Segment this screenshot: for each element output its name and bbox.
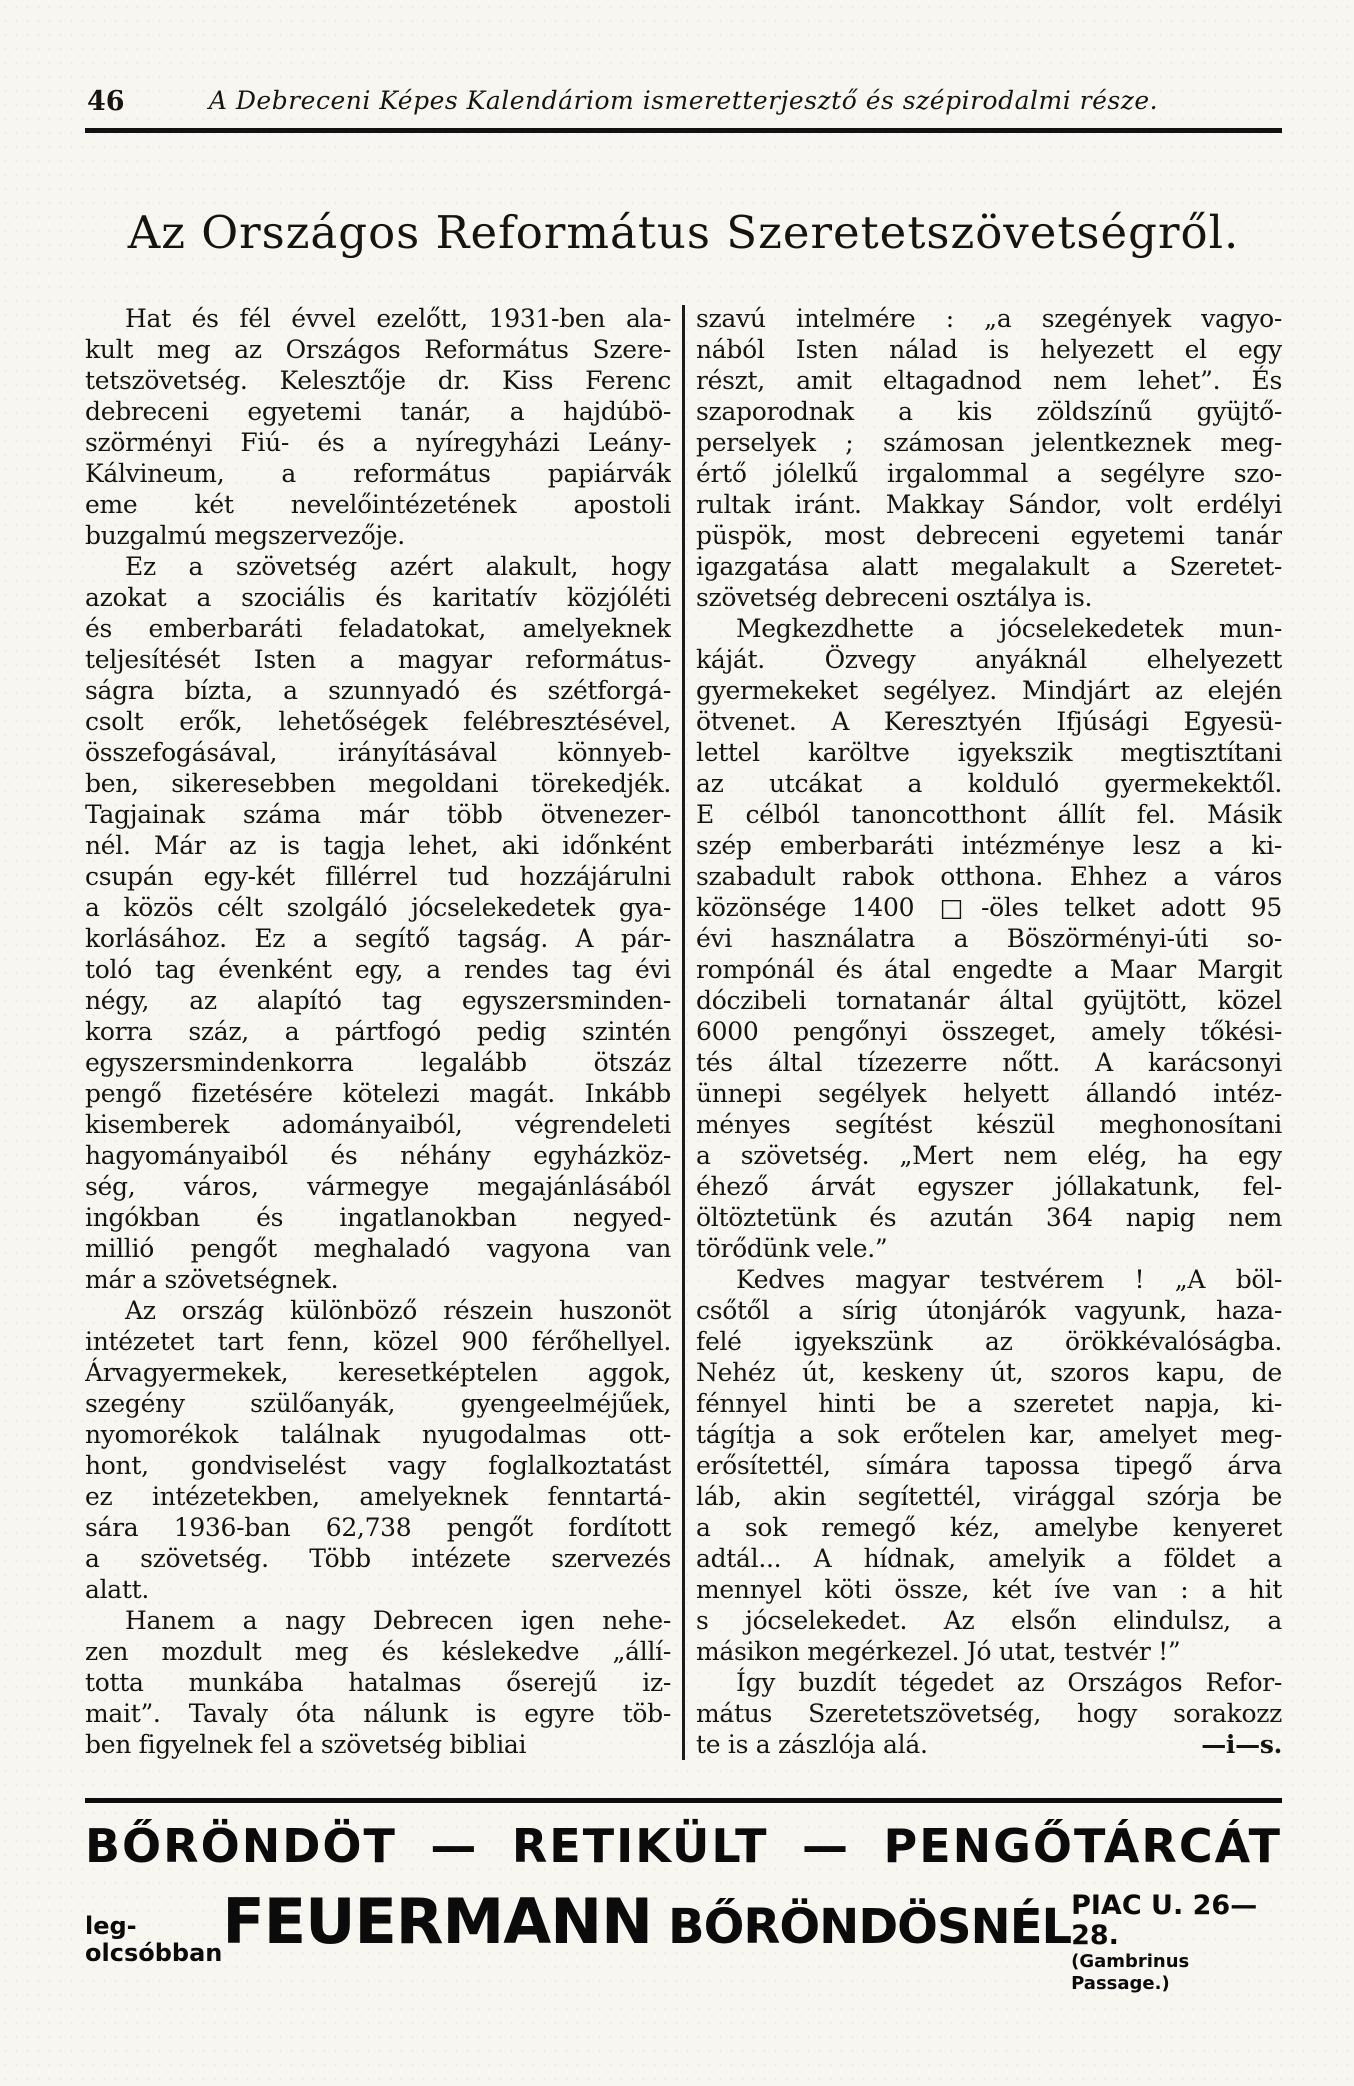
text-line: Kálvineum, a református papiárvák bbox=[85, 459, 671, 488]
author-signature: —i—s. bbox=[1201, 1730, 1282, 1759]
ad-cheapest-line-2: olcsóbban bbox=[85, 1939, 223, 1967]
text-line: Hat és fél évvel ezelőtt, 1931-ben ala- bbox=[125, 304, 671, 333]
text-line-fragment: te is a zászlója alá. bbox=[696, 1730, 928, 1759]
text-line: ség, város, vármegye megajánlásából bbox=[85, 1172, 671, 1201]
text-line: csolt erők, lehetőségek felébresztésével, bbox=[85, 707, 671, 736]
ad-top-rule bbox=[85, 1798, 1282, 1803]
ad-address bbox=[1071, 1885, 1282, 1995]
text-line: erősítettél, símára tapossa tipegő árva bbox=[696, 1451, 1282, 1480]
text-line: mait”. Tavaly óta nálunk is egyre töb- bbox=[85, 1699, 671, 1728]
text-line: már a szövetségnek. bbox=[85, 1265, 339, 1294]
text-line: ményes segítést készül meghonosítani bbox=[696, 1110, 1282, 1139]
ad-headline: BŐRÖNDÖT — RETIKÜLT — PENGŐTÁRCÁT bbox=[85, 1819, 1282, 1873]
text-line: mennyel köti össze, két íve van : a hit bbox=[696, 1575, 1282, 1604]
text-line: hont, gondviselést vagy foglalkoztatást bbox=[85, 1451, 671, 1480]
text-line: kult meg az Országos Református Szere- bbox=[85, 335, 671, 364]
text-line: buzgalmú megszervezője. bbox=[85, 521, 405, 550]
text-line: ez intézetekben, amelyeknek fenntartá- bbox=[85, 1482, 671, 1511]
text-line: lettel karöltve igyekszik megtisztítani bbox=[696, 738, 1282, 767]
text-line: négy, az alapító tag egyszersminden- bbox=[85, 986, 671, 1015]
text-line: értő jólelkű irgalommal a segélyre szo- bbox=[696, 459, 1282, 488]
ad-brand bbox=[222, 1885, 1071, 1958]
text-line: E célból tanoncotthont állít fel. Másik bbox=[696, 800, 1282, 829]
text-line: szabadult rabok otthona. Ehhez a város bbox=[696, 862, 1282, 891]
text-line: a szövetség. „Mert nem elég, ha egy bbox=[696, 1141, 1282, 1170]
text-line: törődünk vele.” bbox=[696, 1234, 888, 1263]
text-line: nyomorékok találnak nyugodalmas ott- bbox=[85, 1420, 671, 1449]
text-line: intézetet tart fenn, közel 900 férőhellyel. bbox=[85, 1327, 671, 1356]
article-title: Az Országos Református Szeretetszövetségről. bbox=[127, 206, 1240, 259]
text-line: püspök, most debreceni egyetemi tanár bbox=[696, 521, 1282, 550]
text-line: gyermekeket segélyez. Mindjárt az elején bbox=[696, 676, 1282, 705]
text-line: tetszövetség. Kelesztője dr. Kiss Ferenc bbox=[85, 366, 671, 395]
text-line: láb, akin segítettél, virággal szórja be bbox=[696, 1482, 1282, 1511]
text-line: nél. Már az is tagja lehet, aki időnként bbox=[85, 831, 671, 860]
text-line: perselyek ; számosan jelentkeznek meg- bbox=[696, 428, 1282, 457]
left-column bbox=[85, 303, 671, 1760]
text-line: pengő fizetésére kötelezi magát. Inkább bbox=[85, 1079, 671, 1108]
text-line: hagyományaiból és néhány egyházköz- bbox=[85, 1141, 671, 1170]
text-line: mátus Szeretetszövetség, hogy sorakozz bbox=[696, 1699, 1282, 1728]
text-line: ingókban és ingatlanokban negyed- bbox=[85, 1203, 671, 1232]
text-line: totta munkába hatalmas őserejű iz- bbox=[85, 1668, 671, 1697]
text-line: Tagjainak száma már több ötvenezer- bbox=[85, 800, 671, 829]
text-line: szavú intelmére : „a szegények vagyo- bbox=[696, 304, 1282, 333]
ad-cheapest-label bbox=[85, 1885, 222, 1967]
text-line: Megkezdhette a jócselekedetek mun- bbox=[736, 614, 1282, 643]
text-line: egyszersmindenkorra legalább ötszáz bbox=[85, 1048, 671, 1077]
ad-brand-type: BŐRÖNDÖSNÉL bbox=[668, 1899, 1072, 1955]
text-line: eme két nevelőintézetének apostoli bbox=[85, 490, 671, 519]
text-line: kisemberek adományaiból, végrendeleti bbox=[85, 1110, 671, 1139]
text-line: Így buzdít tégedet az Országos Refor- bbox=[736, 1668, 1282, 1697]
text-line: ben, sikeresebben megoldani törekedjék. bbox=[85, 769, 671, 798]
text-line: Kedves magyar testvérem ! „A böl- bbox=[736, 1265, 1282, 1294]
text-line: tés által tízezerre nőtt. A karácsonyi bbox=[696, 1048, 1282, 1077]
text-line: korlásához. Ez a segítő tagság. A pár- bbox=[85, 924, 671, 953]
text-line: fénnyel hinti be a szeretet napja, ki- bbox=[696, 1389, 1282, 1418]
text-line: debreceni egyetemi tanár, a hajdúbö- bbox=[85, 397, 671, 426]
scanned-page bbox=[0, 86, 1354, 1995]
text-line: azokat a szociális és karitatív közjóléti bbox=[85, 583, 671, 612]
right-column bbox=[696, 303, 1282, 1760]
ad-main-row bbox=[85, 1885, 1282, 1995]
page-number: 46 bbox=[87, 86, 125, 117]
text-line: alatt. bbox=[85, 1575, 150, 1604]
text-line: ötvenet. A Keresztyén Ifjúsági Egyesü- bbox=[696, 707, 1282, 736]
text-line: millió pengőt meghaladó vagyona van bbox=[85, 1234, 671, 1263]
text-line: részt, amit eltagadnod nem lehet”. És bbox=[696, 366, 1282, 395]
text-line: szegény szülőanyák, gyengeelméjűek, bbox=[85, 1389, 671, 1418]
text-line: ben figyelnek fel a szövetség bibliai bbox=[85, 1730, 527, 1759]
text-line: teljesítését Isten a magyar református- bbox=[85, 645, 671, 674]
text-line: Árvagyermekek, keresetképtelen aggok, bbox=[85, 1358, 671, 1387]
text-line: rompónál és átal engedte a Maar Margit bbox=[696, 955, 1282, 984]
text-line: s jócselekedet. Az elsőn elindulsz, a bbox=[696, 1606, 1282, 1635]
text-line: toló tag évenként egy, a rendes tag évi bbox=[85, 955, 671, 984]
text-line: Nehéz út, keskeny út, szoros kapu, de bbox=[696, 1358, 1282, 1387]
text-line: szép emberbaráti intézménye lesz a ki- bbox=[696, 831, 1282, 860]
text-line: évi használatra a Böszörményi-úti so- bbox=[696, 924, 1282, 953]
text-line: ünnepi segélyek helyett állandó intéz- bbox=[696, 1079, 1282, 1108]
text-line: a sok remegő kéz, amelybe kenyeret bbox=[696, 1513, 1282, 1542]
text-line: öltöztetünk és azután 364 napig nem bbox=[696, 1203, 1282, 1232]
text-line: tágítja a sok erőtelen kar, amelyet meg- bbox=[696, 1420, 1282, 1449]
text-line: Hanem a nagy Debrecen igen nehe- bbox=[125, 1606, 671, 1635]
text-line: káját. Özvegy anyáknál elhelyezett bbox=[696, 645, 1282, 674]
ad-brand-name: FEUERMANN bbox=[222, 1885, 652, 1958]
page-header bbox=[85, 86, 1282, 118]
text-line: Ez a szövetség azért alakult, hogy bbox=[125, 552, 671, 581]
text-line: összefogásával, irányításával könnyeb- bbox=[85, 738, 671, 767]
text-line: dóczibeli tornatanár által gyüjtött, közel bbox=[696, 986, 1282, 1015]
article-body bbox=[85, 303, 1282, 1760]
text-line: rultak iránt. Makkay Sándor, volt erdélyi bbox=[696, 490, 1282, 519]
advertisement bbox=[85, 1798, 1282, 1995]
text-line: felé igyekszünk az örökkévalóságba. bbox=[696, 1327, 1282, 1356]
text-line: ságra bízta, a szunnyadó és szétforgá- bbox=[85, 676, 671, 705]
text-line: szövetség debreceni osztálya is. bbox=[696, 583, 1093, 612]
text-line bbox=[696, 1729, 1282, 1760]
text-line: szaporodnak a kis zöldszínű gyüjtő- bbox=[696, 397, 1282, 426]
text-line: szörményi Fiú- és a nyíregyházi Leány- bbox=[85, 428, 671, 457]
running-title: A Debreceni Képes Kalendáriom ismeretterjesztő és szépirodalmi része. bbox=[208, 86, 1159, 115]
header-rule bbox=[85, 128, 1282, 133]
text-line: nából Isten nálad is helyezett el egy bbox=[696, 335, 1282, 364]
text-line: adtál... A hídnak, amelyik a földet a bbox=[696, 1544, 1282, 1573]
text-line: a szövetség. Több intézete szervezés bbox=[85, 1544, 671, 1573]
text-line: másikon megérkezel. Jó utat, testvér !” bbox=[696, 1637, 1181, 1666]
text-line: és emberbaráti feladatokat, amelyeknek bbox=[85, 614, 671, 643]
text-line: 6000 pengőnyi összeget, amely tőkési- bbox=[696, 1017, 1282, 1046]
ad-passage-note: (Gambrinus Passage.) bbox=[1071, 1951, 1190, 1994]
text-line: Az ország különböző részein huszonöt bbox=[125, 1296, 671, 1325]
text-line: a közös célt szolgáló jócselekedetek gya- bbox=[85, 893, 671, 922]
text-line: az utcákat a kolduló gyermekektől. bbox=[696, 769, 1282, 798]
text-line: csőtől a sírig útonjárók vagyunk, haza- bbox=[696, 1296, 1282, 1325]
text-line: közönsége 1400 □-öles telket adott 95 bbox=[696, 893, 1282, 922]
text-line: korra száz, a pártfogó pedig szintén bbox=[85, 1017, 671, 1046]
ad-cheapest-line-1: leg- bbox=[85, 1912, 137, 1940]
ad-street-address: PIAC U. 26—28. bbox=[1071, 1890, 1258, 1951]
column-divider bbox=[682, 305, 685, 1760]
text-line: csupán egy-két fillérrel tud hozzájárulni bbox=[85, 862, 671, 891]
text-line: igazgatása alatt megalakult a Szeretet- bbox=[696, 552, 1282, 581]
text-line: éhező árvát egyszer jóllakatunk, fel- bbox=[696, 1172, 1282, 1201]
text-line: zen mozdult meg és késlekedve „állí- bbox=[85, 1637, 671, 1666]
text-line: sára 1936-ban 62,738 pengőt fordított bbox=[85, 1513, 671, 1542]
